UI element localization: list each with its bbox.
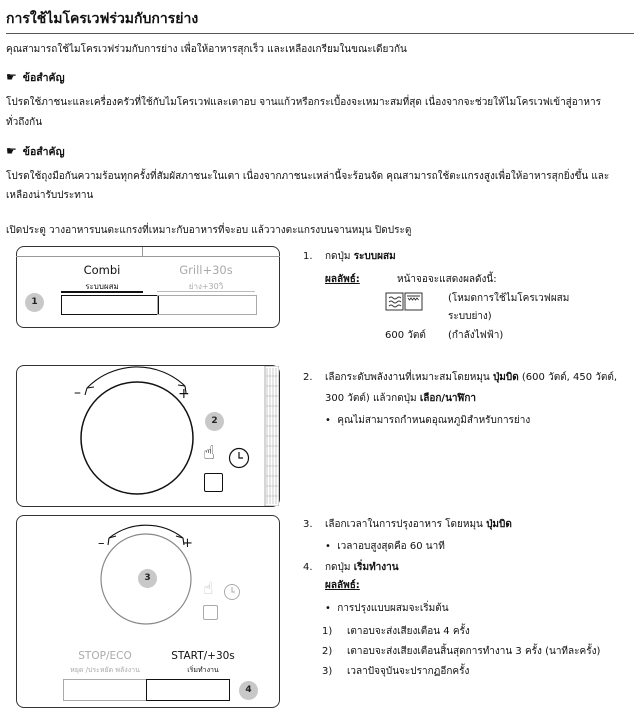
step-2-line1b: ปุ่มบิด [492,372,519,383]
pointing-hand-icon: ☛ [6,70,17,84]
step-2-bullet-text: คุณไม่สามารถกำหนดอุณหภูมิสำหรับการย่าง [337,415,531,426]
note-1-heading [6,69,65,86]
combi-mode-display-icon [385,292,423,312]
step-badge-3: 3 [138,569,157,588]
dial-minus-label: – [74,385,81,401]
note-1-line1: โปรดใช้ภาชนะและเครื่องครัวที่ใช้กับไมโครเวฟและเตาอบ จานแก้วหรือกระเบื้องจะเหมาะสมที่สุด เนื่องจากจะช่วยให้ไมโครเวฟเข้าสู่อาหาร [6,97,601,108]
start-button[interactable] [146,679,230,701]
grill-label: Grill+30s [179,263,233,277]
step-badge-4: 4 [239,681,258,700]
step-2-number: 2. [303,372,313,383]
step-4-result-label: ผลลัพธ์: [325,580,360,591]
intro-text: คุณสามารถใช้ไมโครเวฟร่วมกับการย่าง เพื่อให้อาหารสุกเร็ว และเหลืองเกรียมในขณะเดียวกัน [6,44,407,55]
step-4-item-2 [322,644,600,660]
step-2-line2b: เลือก/นาฬิกา [419,393,477,404]
note-2-heading [6,143,65,160]
step-1-text-b: ระบบผสม [353,251,396,262]
bullet-icon: • [325,603,338,614]
step-3-text-b: ปุ่มบิด [486,519,512,530]
dial-minus-label: – [98,536,105,551]
dial-plus-label: + [182,536,193,551]
step-1-text-a: กดปุ่ม [325,251,351,262]
lead-text: เปิดประตู วางอาหารบนตะแกรงที่เหมาะกับอาหารที่จะอบ แล้ววางตะแกรงบนจานหมุน ปิดประตู [6,225,412,236]
control-panel-dial [16,365,280,507]
combi-button[interactable] [61,295,159,315]
bullet-icon: • [325,541,338,552]
note-2-line1: โปรดใช้ถุงมือกันความร้อนทุกครั้งที่สัมผัสภาชนะในเตา เนื่องจากภาชนะเหล่านี้จะร้อนจัด คุณสามารถใช้ตะแกรงสูงเพื่อให้อาหารสุกยิ่งขึ้น และ [6,171,610,182]
list-item-number: 3) [322,666,333,677]
step-1-text [325,249,396,265]
control-panel-buttons [16,246,280,328]
step-1-mode-text: (โหมดการใช้ไมโครเวฟผสม [448,293,570,304]
note-2-label: ข้อสำคัญ [22,146,65,158]
step-4-bullet [325,601,449,617]
step-4-text-b: เริ่มทำงาน [353,562,399,573]
clock-button[interactable] [228,447,250,469]
power-dial[interactable] [81,382,193,494]
panel-divider [142,247,143,257]
list-item-number: 2) [322,646,333,657]
combi-label: Combi [83,263,121,277]
bullet-icon: • [325,415,338,426]
step-1-number: 1. [303,251,313,262]
step-4-bullet-text: การปรุงแบบผสมจะเริ่มต้น [337,603,449,614]
select-button[interactable] [204,473,223,492]
grill-button[interactable] [157,295,257,315]
page-title: การใช้ไมโครเวฟร่วมกับการย่าง [6,11,199,27]
note-1-label: ข้อสำคัญ [22,72,65,84]
step-badge-2: 2 [205,412,224,431]
step-1-mode-text-2: ระบบย่าง) [448,311,492,322]
pointing-finger-icon: ☝ [203,579,214,599]
list-item-text: เวลาปัจจุบันจะปรากฏอีกครั้ง [347,666,470,677]
clock-button[interactable] [223,583,241,601]
step-2-line2a: 300 วัตต์) แล้วกดปุ่ม [325,393,417,404]
list-item-number: 1) [322,626,333,637]
step-3-number: 3. [303,519,313,530]
step-3-text-a: เลือกเวลาในการปรุงอาหาร โดยหมุน [325,519,483,530]
grill-underline [157,291,255,292]
start-label-thai: เริ่มทำงาน [187,666,219,674]
list-item-text: เตาอบจะส่งเสียงเตือนสิ้นสุดการทำงาน 3 ครั้ง (นาทีละครั้ง) [347,646,601,657]
step-1-result-text: หน้าจอจะแสดงผลดังนี้: [397,274,497,285]
power-dial-drawing [17,366,279,506]
panel-top-strip [16,246,280,257]
pointing-finger-icon: ☝ [203,442,215,464]
dial-plus-label: + [178,386,190,402]
note-2-line2: เหลืองน่ารับประทาน [6,190,94,201]
step-1-power: 600 วัตต์ [385,330,426,341]
step-4-item-3 [322,664,469,680]
step-4-number: 4. [303,562,313,573]
pointing-hand-icon: ☛ [6,144,17,158]
step-2-line1 [325,370,617,386]
control-panel-start [16,515,280,708]
stop-label: STOP/ECO [78,650,132,662]
select-button[interactable] [203,605,218,620]
title-divider [6,33,634,34]
step-2-line2 [325,391,476,407]
step-3-bullet [325,539,445,555]
combi-underline [61,291,143,293]
step-1-result-label: ผลลัพธ์: [325,274,360,285]
step-badge-1: 1 [25,293,44,312]
step-4-text-a: กดปุ่ม [325,562,351,573]
list-item-text: เตาอบจะส่งเสียงเตือน 4 ครั้ง [347,626,470,637]
combi-label-thai: ระบบผสม [85,282,119,291]
start-label: START/+30s [171,650,235,662]
step-3-text [325,517,512,533]
step-4-item-1 [322,624,470,640]
note-1-line2: ทั่วถึงกัน [6,117,43,128]
step-2-bullet [325,413,530,429]
stop-button[interactable] [63,679,147,701]
step-4-text [325,560,399,576]
grill-label-thai: ย่าง+30วิ [188,282,224,291]
step-3-bullet-text: เวลาอบสูงสุดคือ 60 นาที [337,541,445,552]
step-2-line1a: เลือกระดับพลังงานที่เหมาะสมโดยหมุน [325,372,490,383]
step-1-power-note: (กำลังไฟฟ้า) [448,330,504,341]
step-2-line1c: (600 วัตต์, 450 วัตต์, [521,372,618,383]
stop-label-thai: หยุด /ประหยัด พลังงาน [70,666,140,674]
